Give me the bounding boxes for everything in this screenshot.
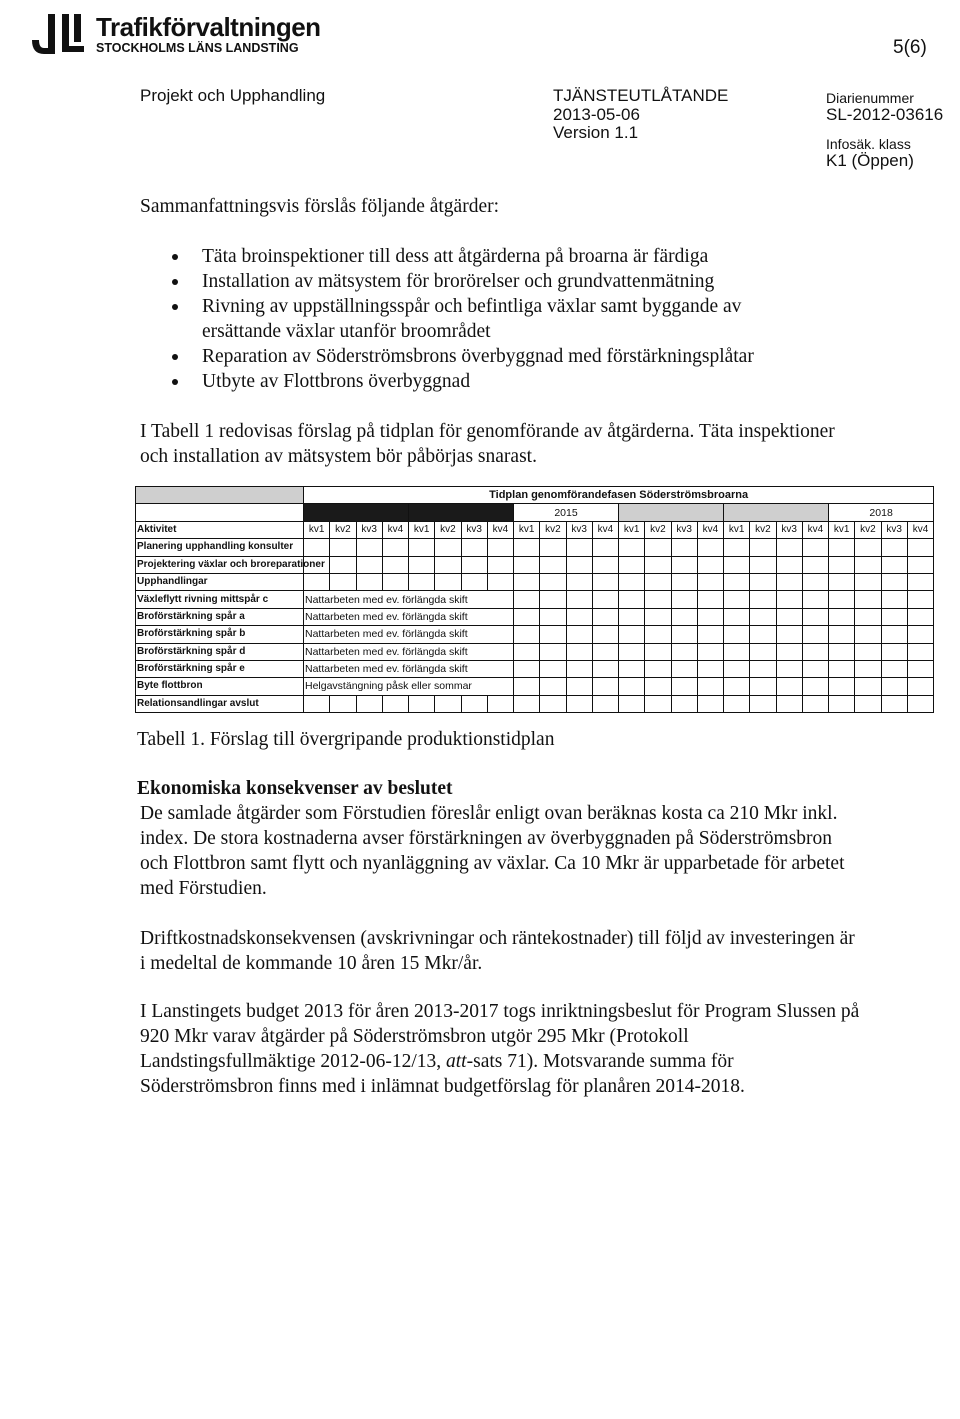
quarter-header: kv2 xyxy=(435,521,461,538)
schedule-cell xyxy=(907,626,933,643)
schedule-cell xyxy=(907,556,933,573)
quarter-header: kv2 xyxy=(750,521,776,538)
schedule-cell xyxy=(382,556,408,573)
table-row xyxy=(136,695,934,712)
schedule-cell xyxy=(855,573,881,590)
schedule-cell xyxy=(724,678,750,695)
table-row xyxy=(136,556,934,573)
quarter-header: kv1 xyxy=(724,521,750,538)
schedule-cell xyxy=(724,643,750,660)
table-row xyxy=(136,608,934,625)
schedule-cell xyxy=(435,539,461,556)
schedule-cell xyxy=(697,695,723,712)
schedule-cell xyxy=(619,556,645,573)
activity-cell: Byte flottbron xyxy=(136,678,304,695)
schedule-cell xyxy=(566,643,592,660)
doc-version: Version 1.1 xyxy=(553,123,639,142)
schedule-cell xyxy=(304,695,330,712)
schedule-cell xyxy=(802,608,828,625)
schedule-cell xyxy=(409,539,435,556)
year-cell: 2018 xyxy=(829,504,934,521)
logo-mark-icon xyxy=(30,10,90,58)
schedule-cell xyxy=(671,695,697,712)
year-cell xyxy=(619,504,724,521)
schedule-cell xyxy=(776,678,802,695)
schedule-cell xyxy=(330,539,356,556)
schedule-cell xyxy=(724,660,750,677)
schedule-cell xyxy=(802,556,828,573)
schedule-cell xyxy=(645,643,671,660)
year-cell: 2015 xyxy=(514,504,619,521)
schedule-cell xyxy=(435,695,461,712)
schedule-cell xyxy=(750,643,776,660)
schedule-cell xyxy=(592,556,618,573)
schedule-cell xyxy=(645,591,671,608)
schedule-cell xyxy=(671,678,697,695)
year-cell xyxy=(304,504,409,521)
schedule-cell xyxy=(356,695,382,712)
schedule-cell xyxy=(487,539,513,556)
schedule-cell xyxy=(829,539,855,556)
activity-cell: Broförstärkning spår d xyxy=(136,643,304,660)
schedule-cell xyxy=(750,556,776,573)
table-row xyxy=(136,573,934,590)
paragraph-budget xyxy=(140,999,860,1099)
schedule-cell xyxy=(540,591,566,608)
activity-note: Nattarbeten med ev. förlängda skift xyxy=(304,608,514,625)
schedule-cell xyxy=(671,608,697,625)
schedule-cell xyxy=(487,695,513,712)
schedule-cell xyxy=(750,539,776,556)
schedule-cell xyxy=(881,556,907,573)
schedule-cell xyxy=(829,573,855,590)
schedule-cell xyxy=(907,573,933,590)
schedule-cell xyxy=(750,626,776,643)
action-list xyxy=(160,244,820,394)
schedule-cell xyxy=(776,556,802,573)
schedule-cell xyxy=(592,678,618,695)
schedule-cell xyxy=(435,573,461,590)
table-caption: Tabell 1. Förslag till övergripande produktionstidplan xyxy=(137,729,555,750)
schedule-cell xyxy=(697,591,723,608)
activity-cell: Broförstärkning spår a xyxy=(136,608,304,625)
schedule-cell xyxy=(487,573,513,590)
schedule-cell xyxy=(724,608,750,625)
schedule-cell xyxy=(829,695,855,712)
budget-text-italic: att xyxy=(446,1051,467,1072)
schedule-cell xyxy=(881,539,907,556)
schedule-cell xyxy=(540,626,566,643)
schedule-cell xyxy=(540,695,566,712)
schedule-cell xyxy=(566,539,592,556)
schedule-cell xyxy=(802,695,828,712)
table-title-row xyxy=(136,487,934,504)
schedule-cell xyxy=(776,539,802,556)
schedule-cell xyxy=(540,573,566,590)
table-row xyxy=(136,643,934,660)
schedule-cell xyxy=(514,591,540,608)
schedule-cell xyxy=(619,660,645,677)
schedule-cell xyxy=(645,626,671,643)
schedule-cell xyxy=(750,608,776,625)
schedule-cell xyxy=(540,556,566,573)
schedule-cell xyxy=(776,626,802,643)
schedule-cell xyxy=(750,591,776,608)
schedule-cell xyxy=(776,660,802,677)
activity-cell: Projektering växlar och broreparationer xyxy=(136,556,304,573)
schedule-cell xyxy=(881,608,907,625)
quarter-header: kv2 xyxy=(330,521,356,538)
quarter-header: kv3 xyxy=(671,521,697,538)
list-item: Installation av mätsystem för brorörelser och grundvattenmätning xyxy=(160,269,820,294)
paragraph-operating-cost: Driftkostnadskonsekvensen (avskrivningar och räntekostnader) till följd av investeringen är i medeltal de kommande 10 åren 15 Mkr/år. xyxy=(140,928,855,974)
schedule-cell xyxy=(592,643,618,660)
table-row xyxy=(136,539,934,556)
schedule-cell xyxy=(514,695,540,712)
activity-note: Nattarbeten med ev. förlängda skift xyxy=(304,643,514,660)
schedule-cell xyxy=(619,573,645,590)
org-subtitle: STOCKHOLMS LÄNS LANDSTING xyxy=(96,40,299,55)
schedule-cell xyxy=(907,695,933,712)
schedule-cell xyxy=(802,678,828,695)
quarter-header: kv4 xyxy=(487,521,513,538)
activity-cell: Upphandlingar xyxy=(136,573,304,590)
schedule-cell xyxy=(645,660,671,677)
quarter-header: kv3 xyxy=(461,521,487,538)
schedule-cell xyxy=(540,643,566,660)
quarter-header: kv2 xyxy=(540,521,566,538)
schedule-cell xyxy=(829,608,855,625)
schedule-cell xyxy=(855,539,881,556)
section-heading: Ekonomiska konsekvenser av beslutet xyxy=(137,778,453,799)
activity-cell: Broförstärkning spår b xyxy=(136,626,304,643)
schedule-cell xyxy=(907,678,933,695)
quarter-header: kv1 xyxy=(304,521,330,538)
quarter-header: kv4 xyxy=(382,521,408,538)
doc-date: 2013-05-06 xyxy=(553,105,640,124)
schedule-cell xyxy=(645,539,671,556)
page-number: 5(6) xyxy=(893,37,927,58)
schedule-cell xyxy=(802,626,828,643)
schedule-cell xyxy=(487,556,513,573)
schedule-cell xyxy=(409,695,435,712)
quarter-header: kv4 xyxy=(802,521,828,538)
schedule-cell xyxy=(514,643,540,660)
schedule-cell xyxy=(330,573,356,590)
schedule-cell xyxy=(592,573,618,590)
schedule-cell xyxy=(855,695,881,712)
schedule-cell xyxy=(724,539,750,556)
schedule-cell xyxy=(855,660,881,677)
schedule-cell xyxy=(540,539,566,556)
schedule-cell xyxy=(540,608,566,625)
list-item: Täta broinspektioner till dess att åtgärderna på broarna är färdiga xyxy=(160,244,820,269)
org-logo xyxy=(30,10,321,58)
schedule-cell xyxy=(750,573,776,590)
schedule-cell xyxy=(566,660,592,677)
schedule-cell xyxy=(671,643,697,660)
quarter-header: kv2 xyxy=(645,521,671,538)
list-item: Rivning av uppställningsspår och befintliga växlar samt byggande av ersättande växlar utanför broområdet xyxy=(160,294,820,344)
schedule-cell xyxy=(802,643,828,660)
schedule-cell xyxy=(907,591,933,608)
schedule-cell xyxy=(304,539,330,556)
activity-header: Aktivitet xyxy=(136,521,304,538)
schedule-cell xyxy=(697,539,723,556)
schedule-cell xyxy=(881,591,907,608)
year-blank-cell xyxy=(136,504,304,521)
schedule-cell xyxy=(592,608,618,625)
list-item: Utbyte av Flottbrons överbyggnad xyxy=(160,369,820,394)
schedule-cell xyxy=(566,591,592,608)
schedule-cell xyxy=(907,660,933,677)
schedule-cell xyxy=(907,608,933,625)
diarie-label: Diarienummer xyxy=(826,90,914,106)
schedule-cell xyxy=(514,608,540,625)
schedule-cell xyxy=(881,643,907,660)
schedule-cell xyxy=(829,660,855,677)
quarter-header: kv4 xyxy=(592,521,618,538)
schedule-cell xyxy=(592,695,618,712)
year-cell xyxy=(724,504,829,521)
schedule-cell xyxy=(881,695,907,712)
quarter-header: kv3 xyxy=(881,521,907,538)
intro-text: Sammanfattningsvis förslås följande åtgärder: xyxy=(140,196,500,217)
schedule-cell xyxy=(514,539,540,556)
schedule-cell xyxy=(724,556,750,573)
schedule-cell xyxy=(619,678,645,695)
schedule-cell xyxy=(330,695,356,712)
schedule-cell xyxy=(802,660,828,677)
schedule-cell xyxy=(356,539,382,556)
schedule-cell xyxy=(566,695,592,712)
schedule-cell xyxy=(855,678,881,695)
activity-cell: Planering upphandling konsulter xyxy=(136,539,304,556)
table-year-row xyxy=(136,504,934,521)
schedule-cell xyxy=(514,678,540,695)
schedule-cell xyxy=(776,591,802,608)
quarter-header: kv3 xyxy=(776,521,802,538)
schedule-cell xyxy=(330,556,356,573)
schedule-cell xyxy=(724,626,750,643)
infosak-label: Infosäk. klass xyxy=(826,136,911,152)
schedule-cell xyxy=(435,556,461,573)
schedule-cell xyxy=(592,626,618,643)
schedule-cell xyxy=(724,695,750,712)
schedule-cell xyxy=(540,678,566,695)
quarter-header: kv4 xyxy=(697,521,723,538)
schedule-cell xyxy=(855,626,881,643)
schedule-cell xyxy=(619,626,645,643)
schedule-cell xyxy=(881,626,907,643)
activity-cell: Växleflytt rivning mittspår c xyxy=(136,591,304,608)
schedule-cell xyxy=(671,573,697,590)
schedule-cell xyxy=(671,660,697,677)
schedule-cell xyxy=(356,556,382,573)
quarter-header: kv1 xyxy=(514,521,540,538)
schedule-cell xyxy=(619,539,645,556)
activity-note: Helgavstängning påsk eller sommar xyxy=(304,678,514,695)
schedule-cell xyxy=(855,556,881,573)
schedule-cell xyxy=(461,539,487,556)
year-cell xyxy=(409,504,514,521)
schedule-cell xyxy=(750,678,776,695)
schedule-cell xyxy=(514,660,540,677)
schedule-cell xyxy=(592,539,618,556)
schedule-cell xyxy=(566,608,592,625)
schedule-cell xyxy=(409,556,435,573)
activity-note: Nattarbeten med ev. förlängda skift xyxy=(304,591,514,608)
infosak-value: K1 (Öppen) xyxy=(826,151,914,170)
schedule-cell xyxy=(671,626,697,643)
schedule-cell xyxy=(802,591,828,608)
org-name: Trafikförvaltningen xyxy=(96,11,321,42)
schedule-cell xyxy=(645,573,671,590)
schedule-cell xyxy=(829,643,855,660)
schedule-cell xyxy=(829,591,855,608)
schedule-cell xyxy=(566,678,592,695)
schedule-cell xyxy=(514,626,540,643)
schedule-cell xyxy=(776,695,802,712)
schedule-cell xyxy=(776,643,802,660)
schedule-cell xyxy=(907,539,933,556)
schedule-cell xyxy=(540,660,566,677)
schedule-cell xyxy=(750,660,776,677)
schedule-cell xyxy=(855,643,881,660)
schedule-cell xyxy=(697,573,723,590)
schedule-cell xyxy=(776,573,802,590)
budget-text-after: -sats 71). Motsvarande summa för Söderströmsbron finns med i inlämnat budgetförslag för planåren 2014-2018. xyxy=(140,1051,745,1097)
schedule-cell xyxy=(619,695,645,712)
schedule-cell xyxy=(697,643,723,660)
schedule-cell xyxy=(461,556,487,573)
schedule-cell xyxy=(855,608,881,625)
schedule-cell xyxy=(645,695,671,712)
schedule-cell xyxy=(671,539,697,556)
schedule-cell xyxy=(697,626,723,643)
schedule-cell xyxy=(382,695,408,712)
schedule-cell xyxy=(671,591,697,608)
quarter-header: kv1 xyxy=(409,521,435,538)
schedule-cell xyxy=(566,626,592,643)
activity-note: Nattarbeten med ev. förlängda skift xyxy=(304,626,514,643)
schedule-cell xyxy=(697,608,723,625)
quarter-header: kv3 xyxy=(566,521,592,538)
activity-note: Nattarbeten med ev. förlängda skift xyxy=(304,660,514,677)
schedule-cell xyxy=(802,539,828,556)
diarie-value: SL-2012-03616 xyxy=(826,105,944,124)
schedule-cell xyxy=(829,556,855,573)
schedule-cell xyxy=(776,608,802,625)
schedule-cell xyxy=(382,573,408,590)
table-corner-cell xyxy=(136,487,304,504)
quarter-header: kv1 xyxy=(619,521,645,538)
schedule-cell xyxy=(592,591,618,608)
schedule-cell xyxy=(409,573,435,590)
quarter-header: kv4 xyxy=(907,521,933,538)
table-row xyxy=(136,678,934,695)
table-row xyxy=(136,660,934,677)
table-intro: I Tabell 1 redovisas förslag på tidplan för genomförande av åtgärderna. Täta inspektioner och installation av mätsystem bör påbörjas snarast. xyxy=(140,421,835,467)
schedule-cell xyxy=(881,660,907,677)
table-row xyxy=(136,626,934,643)
schedule-cell xyxy=(724,591,750,608)
schedule-cell xyxy=(724,573,750,590)
doc-type: TJÄNSTEUTLÅTANDE xyxy=(553,86,729,105)
activity-cell: Broförstärkning spår e xyxy=(136,660,304,677)
schedule-cell xyxy=(461,695,487,712)
activity-cell: Relationsandlingar avslut xyxy=(136,695,304,712)
schedule-cell xyxy=(304,573,330,590)
schedule-cell xyxy=(592,660,618,677)
schedule-cell xyxy=(881,678,907,695)
schedule-cell xyxy=(619,608,645,625)
schedule-cell xyxy=(829,678,855,695)
schedule-cell xyxy=(697,660,723,677)
schedule-cell xyxy=(645,608,671,625)
schedule-cell xyxy=(881,573,907,590)
schedule-cell xyxy=(645,678,671,695)
paragraph-cost: De samlade åtgärder som Förstudien föreslår enligt ovan beräknas kosta ca 210 Mkr inkl. index. De stora kostnaderna avser förstärkningen av överbyggnaden på Söderströmsbron och Flottbron samt flytt och nyanläggning av växlar. Ca 10 Mkr är upparbetade för arbetet med Förstudien. xyxy=(140,803,845,899)
schedule-table xyxy=(135,486,933,720)
schedule-cell xyxy=(750,695,776,712)
quarter-header: kv3 xyxy=(356,521,382,538)
schedule-cell xyxy=(514,556,540,573)
schedule-cell xyxy=(514,573,540,590)
schedule-cell xyxy=(907,643,933,660)
schedule-cell xyxy=(671,556,697,573)
schedule-cell xyxy=(566,573,592,590)
schedule-cell xyxy=(802,573,828,590)
department: Projekt och Upphandling xyxy=(140,86,326,105)
table-header-row xyxy=(136,521,934,538)
budget-text-before: I Lanstingets budget 2013 för åren 2013-2017 togs inriktningsbeslut för Program Slussen på 920 Mkr varav åtgärder på Söderströmsbron utgör 295 Mkr (Protokoll Landstingsfullmäktige 2012-06-12/13, xyxy=(140,1001,860,1072)
schedule-cell xyxy=(697,678,723,695)
schedule-cell xyxy=(619,591,645,608)
schedule-cell xyxy=(619,643,645,660)
table-row xyxy=(136,591,934,608)
list-item: Reparation av Söderströmsbrons överbyggnad med förstärkningsplåtar xyxy=(160,344,820,369)
quarter-header: kv2 xyxy=(855,521,881,538)
schedule-cell xyxy=(829,626,855,643)
schedule-cell xyxy=(697,556,723,573)
schedule-cell xyxy=(461,573,487,590)
schedule-cell xyxy=(356,573,382,590)
schedule-cell xyxy=(855,591,881,608)
quarter-header: kv1 xyxy=(829,521,855,538)
table-title: Tidplan genomförandefasen Söderströmsbroarna xyxy=(304,487,934,504)
schedule-cell xyxy=(382,539,408,556)
schedule-cell xyxy=(566,556,592,573)
schedule-cell xyxy=(645,556,671,573)
